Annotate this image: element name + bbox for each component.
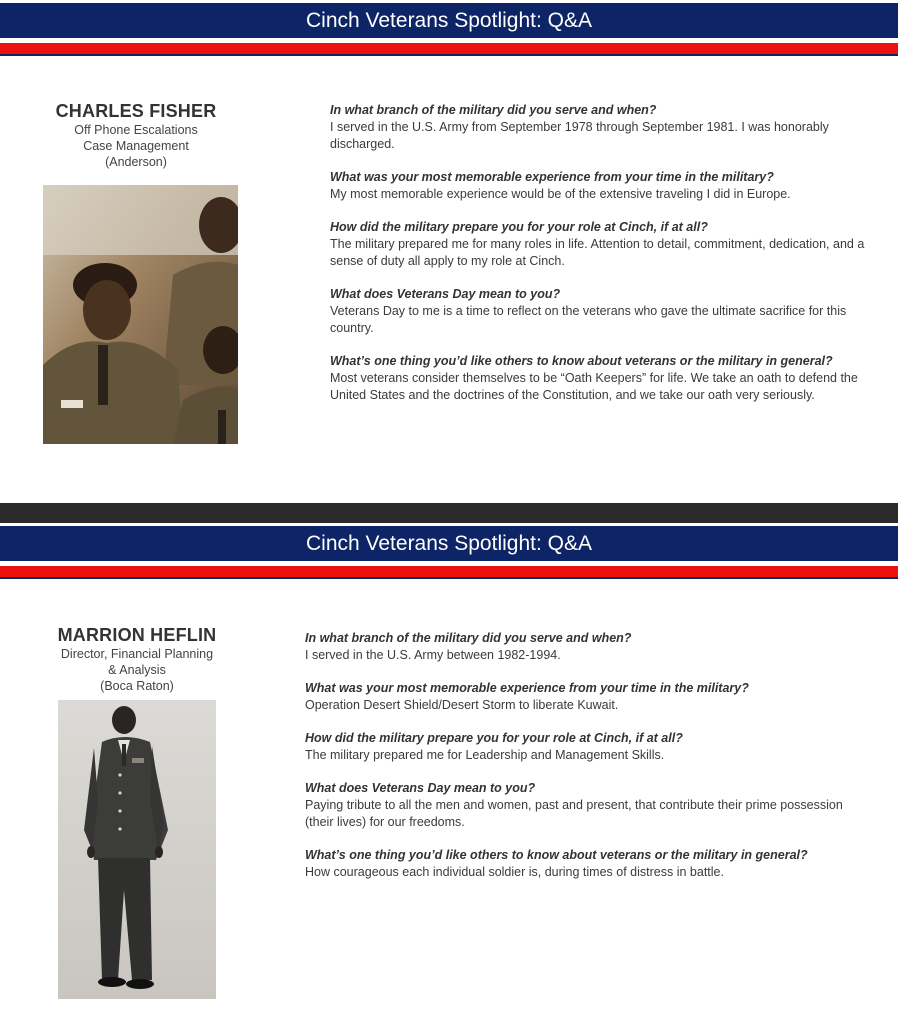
qa-item [330,219,870,270]
question-text: What’s one thing you’d like others to know about veterans or the military in general? [330,354,833,368]
qa-section [330,102,870,420]
answer-text: Veterans Day to me is a time to reflect on the veterans who gave the ultimate sacrifice for this country. [330,304,847,335]
profile-title-line: Director, Financial Planning [60,647,214,661]
question-text: How did the military prepare you for your role at Cinch, if at all? [305,731,683,745]
qa-item [305,780,865,831]
answer-text: The military prepared me for Leadership and Management Skills. [305,748,665,762]
answer-text: How courageous each individual soldier is, during times of distress in battle. [305,865,724,879]
answer-text: My most memorable experience would be of the extensive traveling I did in Europe. [330,187,791,201]
header-navy-stripe [0,54,898,56]
question-text: What was your most memorable experience from your time in the military? [330,170,774,184]
spotlight-slide-marrion-heflin [0,523,898,1026]
answer-text: I served in the U.S. Army between 1982-1994. [305,648,561,662]
qa-item [305,847,865,881]
soldier-portrait-image [58,700,216,999]
profile-title-line: & Analysis [108,663,166,677]
header-navy-stripe [0,577,898,579]
question-text: What’s one thing you’d like others to know about veterans or the military in general? [305,848,808,862]
question-text: What does Veterans Day mean to you? [330,287,561,301]
qa-item [330,353,870,404]
profile-name: CHARLES FISHER [55,101,217,121]
header-red-stripe [0,43,898,54]
qa-item [305,630,865,664]
profile-photo [58,700,216,999]
profile-block [30,625,244,694]
profile-title-line: Case Management [83,139,189,153]
answer-text: Paying tribute to all the men and women, past and present, that contribute their prime possession (their lives) for our freedoms. [305,798,843,829]
question-text: What was your most memorable experience from your time in the military? [305,681,749,695]
answer-text: The military prepared me for many roles in life. Attention to detail, commitment, dedication, and a sense of duty all apply to my role at Cinch. [330,237,865,268]
vintage-group-photo-image [43,185,238,444]
spotlight-slide-charles-fisher [0,0,898,503]
profile-title-line: (Boca Raton) [100,679,174,693]
answer-text: Most veterans consider themselves to be “Oath Keepers” for life. We take an oath to defend the United States and the doctrines of the Constitution, and we take our oath very seriously. [330,371,858,402]
slide-divider [0,503,898,523]
qa-item [305,680,865,714]
profile-photo [43,185,238,444]
question-text: In what branch of the military did you serve and when? [330,103,657,117]
header-red-stripe [0,566,898,577]
slide-header-title: Cinch Veterans Spotlight: Q&A [0,526,898,561]
profile-name: MARRION HEFLIN [57,625,217,645]
qa-section [305,630,865,897]
slide-header-title: Cinch Veterans Spotlight: Q&A [0,3,898,38]
qa-item [330,286,870,337]
profile-title-line: (Anderson) [105,155,167,169]
question-text: How did the military prepare you for your role at Cinch, if at all? [330,220,708,234]
qa-item [330,169,870,203]
answer-text: Operation Desert Shield/Desert Storm to liberate Kuwait. [305,698,619,712]
profile-block [30,101,242,170]
profile-title-line: Off Phone Escalations [74,123,198,137]
qa-item [330,102,870,153]
answer-text: I served in the U.S. Army from September 1978 through September 1981. I was honorably discharged. [330,120,829,151]
qa-item [305,730,865,764]
question-text: What does Veterans Day mean to you? [305,781,536,795]
question-text: In what branch of the military did you serve and when? [305,631,632,645]
